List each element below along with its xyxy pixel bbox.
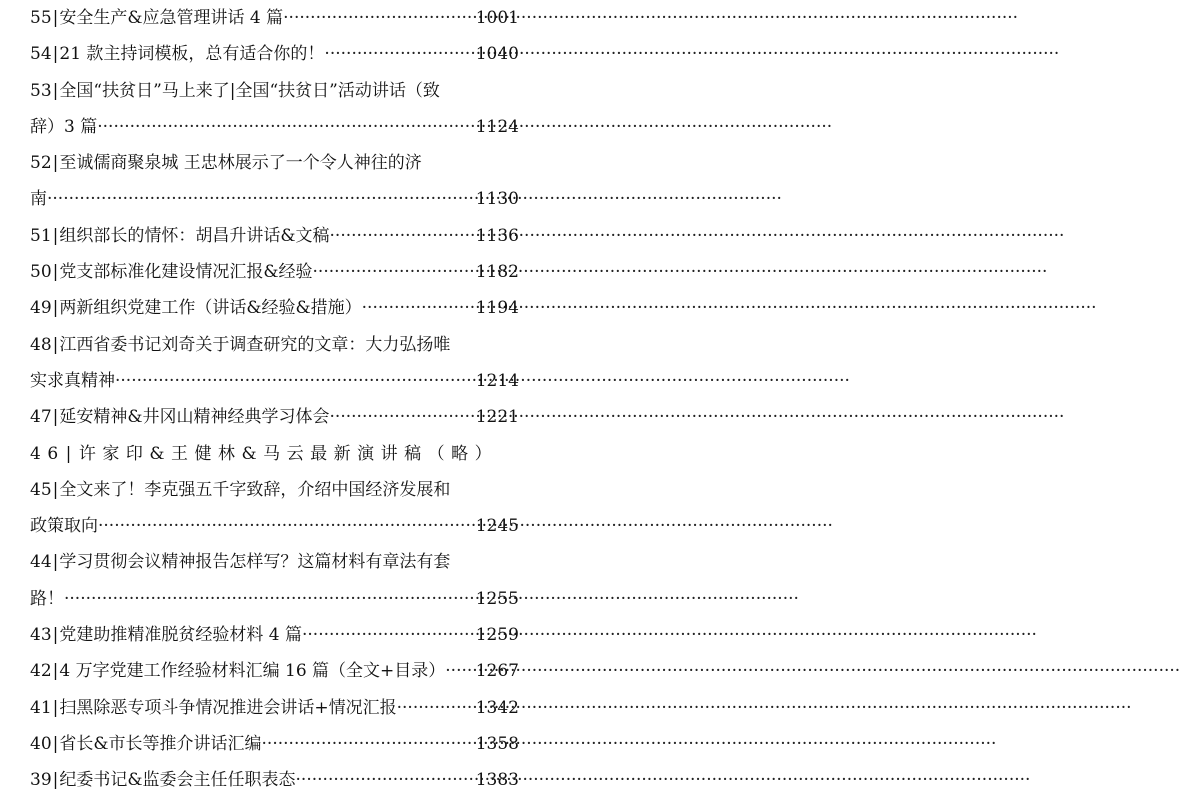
entry-number: 51 <box>30 225 52 246</box>
entry-separator: | <box>52 770 59 791</box>
toc-entry-41[interactable] <box>30 690 519 726</box>
entry-title: 21 款主持词模板，总有适合你的！ <box>59 44 325 65</box>
entry-page-number: 1358 <box>475 733 519 754</box>
entry-page-number: 1221 <box>475 407 519 428</box>
entry-page-number: 1001 <box>475 8 519 28</box>
entry-page-number: 1136 <box>475 225 519 246</box>
dot-leader <box>330 218 476 254</box>
entry-title: 学习贯彻会议精神报告怎样写？这篇材料有章法有套 <box>59 552 451 573</box>
dot-leader <box>397 690 476 726</box>
entry-separator: | <box>52 80 59 101</box>
entry-number: 43 <box>30 625 52 646</box>
entry-title: 江西省委书记刘奇关于调查研究的文章：大力弘扬唯 <box>59 334 451 355</box>
entry-separator: | <box>52 153 59 174</box>
toc-entry-51[interactable] <box>30 218 519 254</box>
entry-separator: | <box>65 443 78 464</box>
entry-title: 党支部标准化建设情况汇报&经验 <box>59 262 313 283</box>
entry-page-number: 1124 <box>475 116 519 137</box>
toc-entry-47[interactable] <box>30 399 519 435</box>
entry-separator: | <box>52 262 59 283</box>
entry-title: 许家印&王健林&马云最新演讲稿（略） <box>78 443 499 464</box>
entry-title-continued: 政策取向 <box>30 516 98 537</box>
entry-separator: | <box>52 298 59 319</box>
entry-page-number: 1040 <box>475 44 519 65</box>
entry-title: 两新组织党建工作（讲话&经验&措施） <box>59 298 362 319</box>
entry-separator: | <box>52 661 59 682</box>
entry-title-continued: 路！ <box>30 588 64 609</box>
entry-number: 49 <box>30 298 52 319</box>
entry-title: 延安精神&井冈山精神经典学习体会 <box>59 407 330 428</box>
entry-page-number: 1194 <box>475 298 519 319</box>
entry-page-number: 1214 <box>475 370 519 391</box>
entry-page-number: 1259 <box>475 625 519 646</box>
entry-number: 50 <box>30 262 52 283</box>
entry-title: 全国“扶贫日”马上来了|全国“扶贫日”活动讲话（致 <box>59 80 440 101</box>
dot-leader <box>296 762 476 798</box>
toc-entry-46[interactable] <box>30 436 519 472</box>
entry-title: 纪委书记&监委会主任任职表态 <box>59 770 296 791</box>
entry-separator: | <box>52 44 59 65</box>
entry-page-number: 1130 <box>475 189 519 210</box>
entry-title-continued: 实求真精神 <box>30 370 115 391</box>
dot-leader <box>330 399 476 435</box>
toc-entry-52[interactable] <box>30 145 519 181</box>
entry-page-number: 1267 <box>475 661 519 682</box>
toc-entry-44[interactable] <box>30 544 519 580</box>
toc-entry-53[interactable] <box>30 73 519 109</box>
entry-number: 40 <box>30 733 52 754</box>
toc-entry-43[interactable] <box>30 617 519 653</box>
toc-entry-49[interactable] <box>30 290 519 326</box>
dot-leader <box>115 363 476 399</box>
entry-number: 45 <box>30 479 52 500</box>
entry-separator: | <box>52 8 59 28</box>
entry-title-continued: 南 <box>30 189 47 210</box>
toc-entry-42[interactable] <box>30 653 519 689</box>
entry-number: 48 <box>30 334 52 355</box>
toc-entry-48[interactable] <box>30 327 519 363</box>
entry-separator: | <box>52 479 59 500</box>
entry-page-number: 1383 <box>475 770 519 791</box>
entry-number: 53 <box>30 80 52 101</box>
toc-entry-50[interactable] <box>30 254 519 290</box>
dot-leader <box>362 290 476 326</box>
entry-title: 全文来了！李克强五千字致辞，介绍中国经济发展和 <box>59 479 451 500</box>
entry-title: 组织部长的情怀：胡昌升讲话&文稿 <box>59 225 330 246</box>
dot-leader <box>98 508 476 544</box>
dot-leader <box>47 181 476 217</box>
entry-separator: | <box>52 697 59 718</box>
dot-leader <box>262 726 476 762</box>
toc-entry-39[interactable] <box>30 762 519 798</box>
dot-leader <box>445 653 475 689</box>
entry-separator: | <box>52 625 59 646</box>
entry-title: 党建助推精准脱贫经验材料 4 篇 <box>59 625 302 646</box>
toc-entry-40[interactable] <box>30 726 519 762</box>
entry-number: 41 <box>30 697 52 718</box>
dot-leader <box>324 36 475 72</box>
entry-title: 扫黑除恶专项斗争情况推进会讲话+情况汇报 <box>59 697 397 718</box>
dot-leader <box>313 254 476 290</box>
entry-separator: | <box>52 552 59 573</box>
toc-entry-52-continued[interactable] <box>30 181 519 217</box>
toc-entry-44-continued[interactable] <box>30 581 519 617</box>
entry-number: 52 <box>30 153 52 174</box>
toc-entry-45[interactable] <box>30 472 519 508</box>
entry-title: 安全生产&应急管理讲话 4 篇 <box>59 8 284 28</box>
toc-entry-54[interactable] <box>30 36 519 72</box>
entry-number: 42 <box>30 661 52 682</box>
toc-entry-48-continued[interactable] <box>30 363 519 399</box>
dot-leader <box>64 581 476 617</box>
entry-title: 至诚儒商聚泉城 王忠林展示了一个令人神往的济 <box>59 153 422 174</box>
entry-page-number: 1255 <box>475 588 519 609</box>
entry-title: 省长&市长等推介讲话汇编 <box>59 733 262 754</box>
toc-entry-55[interactable] <box>30 0 519 36</box>
entry-number: 44 <box>30 552 52 573</box>
entry-title: 4 万字党建工作经验材料汇编 16 篇（全文+目录） <box>59 661 446 682</box>
toc-entry-45-continued[interactable] <box>30 508 519 544</box>
dot-leader <box>97 109 476 145</box>
entry-number: 55 <box>30 8 52 28</box>
dot-leader <box>302 617 476 653</box>
entry-number: 54 <box>30 44 52 65</box>
toc-entry-53-continued[interactable] <box>30 109 519 145</box>
entry-separator: | <box>52 225 59 246</box>
entry-separator: | <box>52 733 59 754</box>
entry-page-number: 1182 <box>475 262 519 283</box>
entry-page-number: 1245 <box>475 516 519 537</box>
entry-number: 47 <box>30 407 52 428</box>
entry-number: 46 <box>30 443 65 464</box>
entry-separator: | <box>52 334 59 355</box>
table-of-contents <box>0 0 547 792</box>
entry-number: 39 <box>30 770 52 791</box>
entry-separator: | <box>52 407 59 428</box>
entry-title-continued: 辞）3 篇 <box>30 116 98 137</box>
dot-leader <box>283 0 476 36</box>
entry-page-number: 1342 <box>475 697 519 718</box>
